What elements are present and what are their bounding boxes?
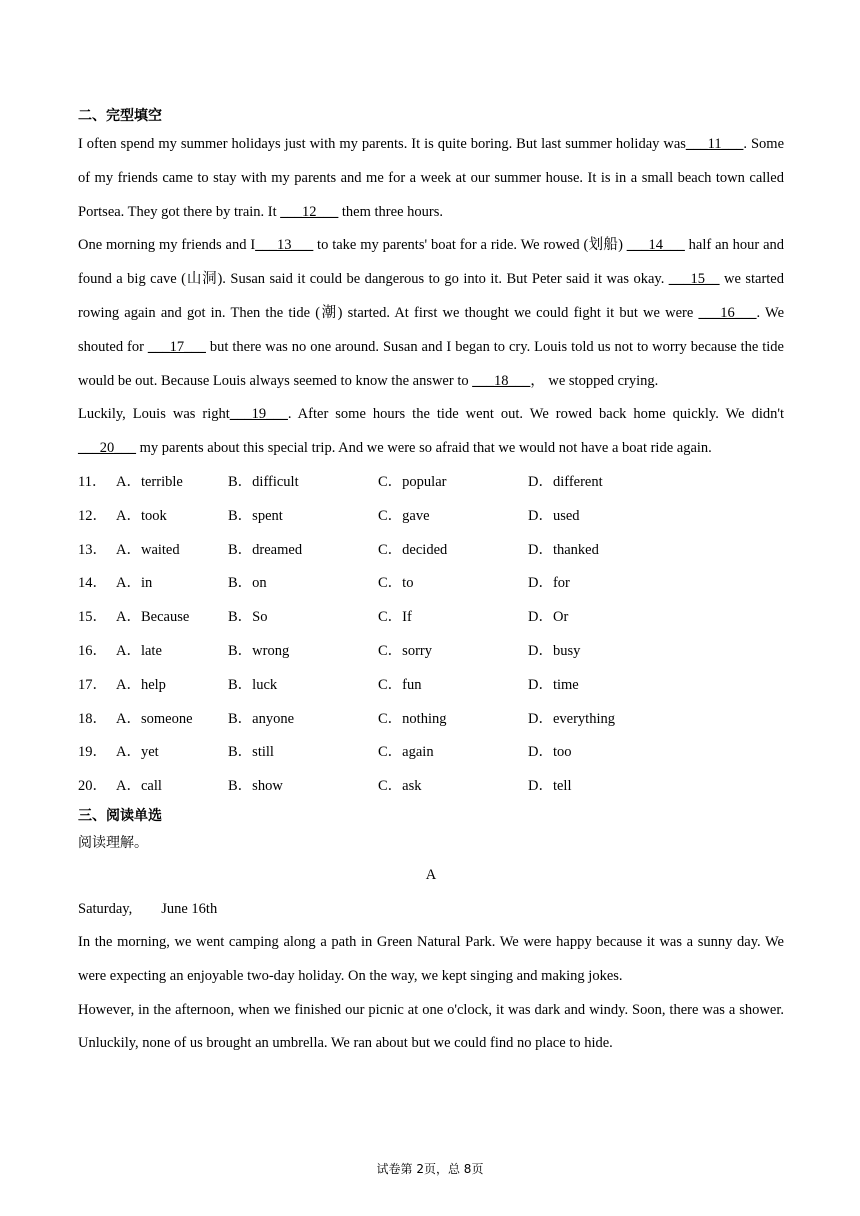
option-b: B．So xyxy=(228,609,268,626)
option-d: D．Or xyxy=(528,609,569,626)
question-options-13 xyxy=(78,534,784,568)
option-c: C．again xyxy=(378,744,434,761)
text: . After some hours the tide went out. We rowed back home quickly. We didn't xyxy=(287,406,785,423)
option-c: C．nothing xyxy=(378,710,447,727)
option-a: A．late xyxy=(116,642,162,659)
option-d: D．used xyxy=(528,507,580,524)
passage-paragraph-1: In the morning, we went camping along a path in Green Natural Park. We were happy because it was a sunny day. We were expecting an enjoyable two-day holiday. On the way, we kept singing and making jokes. xyxy=(78,933,784,984)
section3-heading: 三、阅读单选 xyxy=(78,807,162,824)
exam-page xyxy=(78,104,784,1061)
option-b: B．difficult xyxy=(228,473,299,490)
option-c: C．to xyxy=(378,575,414,592)
question-options-16 xyxy=(78,635,784,669)
option-b: B．show xyxy=(228,778,283,795)
blank-11: ___11___ xyxy=(685,136,744,152)
question-options-18 xyxy=(78,703,784,737)
option-a: A．help xyxy=(116,676,166,693)
question-options-17 xyxy=(78,669,784,703)
blank-20: ___20___ xyxy=(78,440,136,457)
text: . Some of my friends came to stay with my parents and me for a week at our summer house. It is in a small beach town called Portsea. They got there by train. It xyxy=(78,136,784,220)
option-b: B．dreamed xyxy=(228,541,303,558)
option-c: C．gave xyxy=(378,507,430,524)
option-b: B．wrong xyxy=(228,642,290,659)
option-d: D．time xyxy=(528,676,579,693)
question-options-15 xyxy=(78,601,784,635)
question-number: 14． xyxy=(78,575,107,592)
diary-date: Saturday, June 16th xyxy=(78,900,218,917)
option-c: C．ask xyxy=(378,778,422,795)
options-list xyxy=(78,466,784,804)
blank-19: ___19___ xyxy=(229,406,288,423)
question-options-20 xyxy=(78,770,784,804)
text: . We shouted for xyxy=(78,304,784,355)
question-number: 11． xyxy=(78,473,107,490)
blank-13: ___13___ xyxy=(255,237,314,254)
option-a: A．call xyxy=(116,778,162,795)
option-b: B．anyone xyxy=(228,710,295,727)
option-d: D．busy xyxy=(528,642,581,659)
text: them three hours. xyxy=(338,203,443,220)
text: I often spend my summer holidays just with my parents. It is quite boring. But last summer holiday was xyxy=(78,136,686,152)
blank-18: ___18___ xyxy=(472,372,531,389)
cloze-paragraph-2 xyxy=(78,229,784,398)
question-number: 18． xyxy=(78,710,107,727)
cloze-paragraph-3 xyxy=(78,398,784,466)
option-a: A．Because xyxy=(116,609,190,626)
question-number: 19． xyxy=(78,744,107,761)
cloze-paragraph-1 xyxy=(78,128,784,229)
text: One morning my friends and I xyxy=(78,237,256,254)
question-number: 17． xyxy=(78,676,107,693)
text: to take my parents' boat for a ride. We rowed (划船) xyxy=(313,237,627,254)
page-footer: 试卷第 2页，总 8页 xyxy=(376,1162,484,1176)
question-options-14 xyxy=(78,567,784,601)
option-b: B．spent xyxy=(228,507,283,524)
question-options-12 xyxy=(78,500,784,534)
question-number: 16． xyxy=(78,642,107,659)
option-b: B．on xyxy=(228,575,267,592)
text: my parents about this special trip. And we were so afraid that we would not have a boat ride again. xyxy=(136,440,712,457)
option-a: A．yet xyxy=(116,744,159,761)
option-d: D．different xyxy=(528,473,603,490)
text: but there was no one around. Susan and I began to cry. Louis told us not to worry because the tide would be out. Because Louis always seemed to know the answer to xyxy=(78,338,784,389)
option-a: A．terrible xyxy=(116,473,183,490)
question-number: 13． xyxy=(78,541,107,558)
option-a: A．in xyxy=(116,575,153,592)
option-d: D．thanked xyxy=(528,541,599,558)
text: we started rowing again and got in. Then the tide (潮) started. At first we thought we could fight it but we were xyxy=(78,271,784,321)
section2-heading: 二、完型填空 xyxy=(78,108,162,124)
option-b: B．still xyxy=(228,744,274,761)
blank-16: ___16___ xyxy=(698,304,757,321)
blank-15: ___15__ xyxy=(668,271,720,288)
reading-instruction: 阅读理解。 xyxy=(78,834,148,851)
blank-12: ___12___ xyxy=(280,203,339,220)
question-number: 15． xyxy=(78,609,107,626)
option-a: A．someone xyxy=(116,710,193,727)
option-d: D．everything xyxy=(528,710,615,727)
text: Luckily, Louis was right xyxy=(78,406,230,423)
question-options-19 xyxy=(78,736,784,770)
question-options-11 xyxy=(78,466,784,500)
option-c: C．decided xyxy=(378,541,448,558)
blank-14: ___14___ xyxy=(626,237,685,254)
passage-title: A xyxy=(425,866,437,883)
question-number: 20． xyxy=(78,778,107,795)
option-c: C．sorry xyxy=(378,642,432,659)
option-c: C．fun xyxy=(378,676,422,693)
option-d: D．for xyxy=(528,575,570,592)
option-b: B．luck xyxy=(228,676,278,693)
passage-paragraph-2: However, in the afternoon, when we finished our picnic at one o'clock, it was dark and windy. Soon, there was a shower. Unluckily, none of us brought an umbrella. We ran about but we could find no place to hide. xyxy=(78,1001,784,1052)
question-number: 12． xyxy=(78,507,107,524)
option-a: A．waited xyxy=(116,541,180,558)
option-c: C．If xyxy=(378,609,412,626)
option-a: A．took xyxy=(116,507,167,524)
text: ， we stopped crying. xyxy=(530,372,659,389)
text: half an hour and found a big cave (山洞). Susan said it could be dangerous to go into it. But Peter said it was okay. xyxy=(78,237,784,288)
option-c: C．popular xyxy=(378,473,447,490)
option-d: D．tell xyxy=(528,778,572,795)
option-d: D．too xyxy=(528,744,572,761)
blank-17: ___17___ xyxy=(147,338,206,355)
